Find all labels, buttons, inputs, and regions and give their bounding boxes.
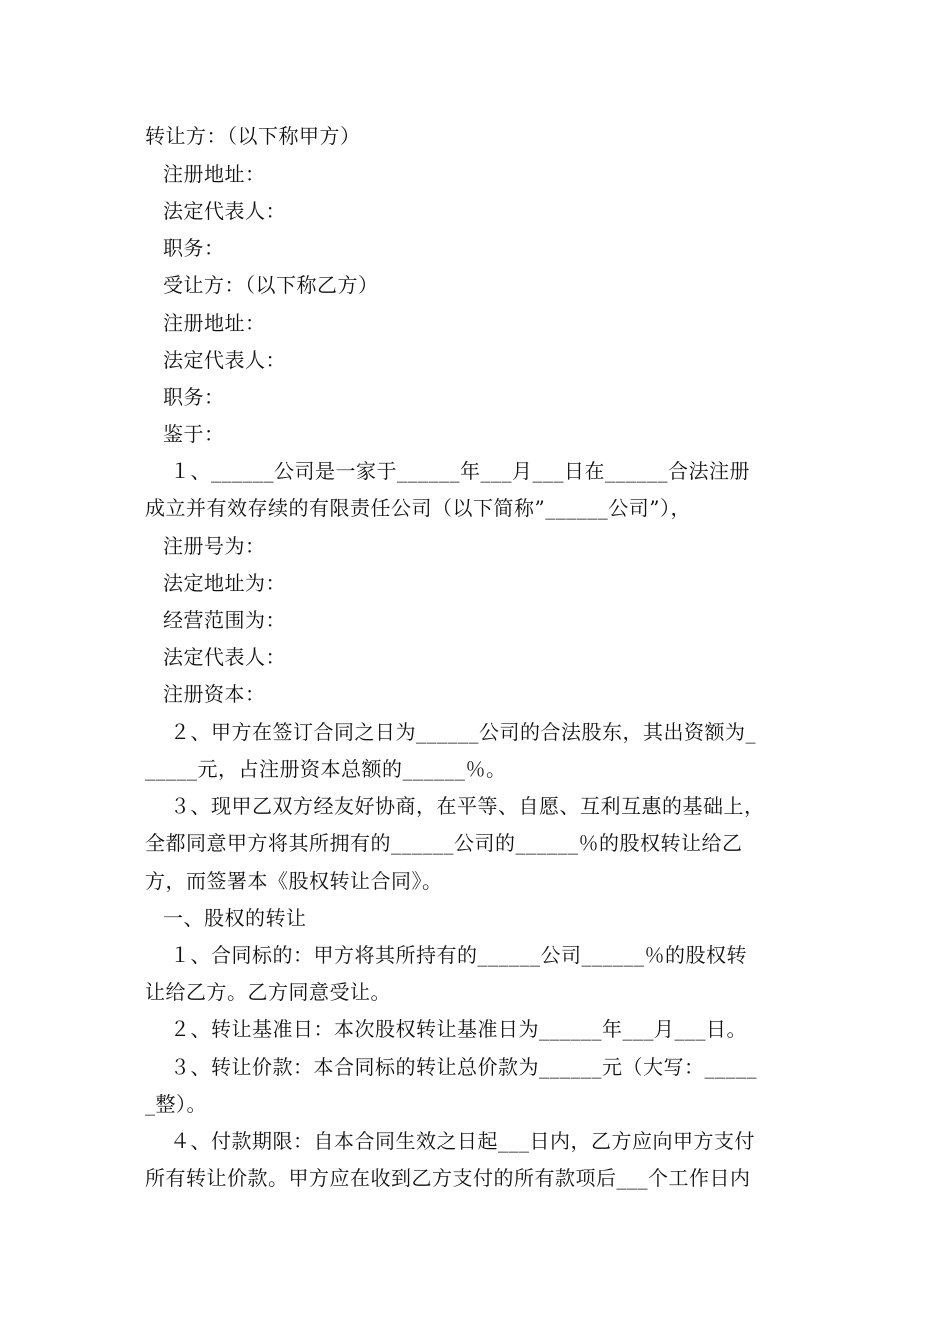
clause-1-line-1: １、合同标的：甲方将其所持有的______公司______％的股权转 bbox=[170, 943, 747, 967]
recital-2-line-1: ２、甲方在签订合同之日为______公司的合法股东，其出资额为_ bbox=[170, 720, 756, 744]
clause-1-line-2: 让给乙方。乙方同意受让。 bbox=[145, 980, 391, 1004]
clause-3-line-1: ３、转让价款：本合同标的转让总价款为______元（大写：_____ bbox=[170, 1055, 757, 1079]
transferee-address: 注册地址： bbox=[163, 311, 266, 335]
clause-4-line-1: ４、付款期限：自本合同生效之日起___日内，乙方应向甲方支付 bbox=[170, 1129, 755, 1153]
transferee-legal-rep: 法定代表人： bbox=[163, 348, 286, 372]
transferor-position: 职务： bbox=[163, 236, 225, 260]
recital-1-line-2: 成立并有效存续的有限责任公司（以下简称”______公司”）， bbox=[145, 496, 691, 520]
transferee-line: 受让方：（以下称乙方） bbox=[163, 273, 379, 297]
registered-capital: 注册资本： bbox=[163, 682, 266, 706]
business-scope: 经营范围为： bbox=[163, 608, 286, 632]
recital-3-line-2: 全都同意甲方将其所拥有的______公司的______％的股权转让给乙 bbox=[145, 831, 743, 855]
legal-address: 法定地址为： bbox=[163, 571, 286, 595]
recital-2-line-2: _____元，占注册资本总额的______％。 bbox=[145, 757, 507, 781]
clause-4-line-2: 所有转让价款。甲方应在收到乙方支付的所有款项后___个工作日内 bbox=[145, 1166, 751, 1190]
transferee-position: 职务： bbox=[163, 385, 225, 409]
whereas-heading: 鉴于： bbox=[163, 422, 225, 446]
transferor-line: 转让方：（以下称甲方） bbox=[145, 124, 361, 148]
recital-1-line-1: １、______公司是一家于______年___月___日在______合法注册 bbox=[170, 459, 750, 483]
recital-3-line-3: 方，而签署本《股权转让合同》。 bbox=[145, 869, 443, 893]
transferor-legal-rep: 法定代表人： bbox=[163, 199, 286, 223]
section-1-heading: 一、股权的转让 bbox=[163, 906, 307, 930]
registration-number: 注册号为： bbox=[163, 534, 266, 558]
transferor-address: 注册地址： bbox=[163, 162, 266, 186]
clause-2: ２、转让基准日：本次股权转让基准日为______年___月___日。 bbox=[170, 1017, 747, 1041]
company-legal-rep: 法定代表人： bbox=[163, 645, 286, 669]
clause-3-line-2: _整）。 bbox=[145, 1092, 207, 1116]
recital-3-line-1: ３、现甲乙双方经友好协商，在平等、自愿、互利互惠的基础上， bbox=[170, 794, 765, 818]
